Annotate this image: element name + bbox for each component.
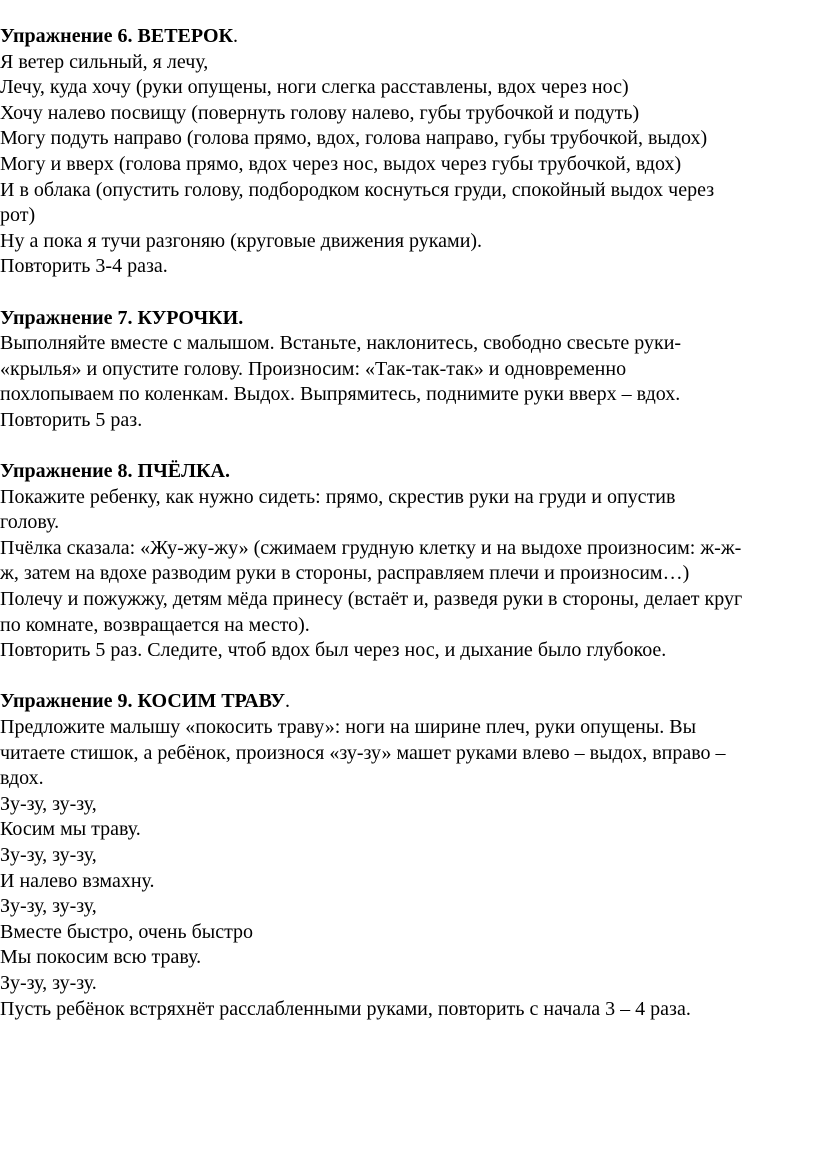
document-page (0, 24, 816, 1022)
heading-title: КОСИМ ТРАВУ (137, 690, 286, 713)
text-line: Полечу и пожужжу, детям мёда принесу (встаёт и, разведя руки в стороны, делает круг (0, 588, 743, 611)
exercise-heading (0, 306, 816, 332)
text-line: Повторить 3-4 раза. (0, 255, 168, 278)
exercise-6 (0, 24, 816, 280)
heading-suffix: . (285, 690, 291, 713)
text-line: ж, затем на вдохе разводим руки в стороны, расправляем плечи и произносим…) (0, 562, 690, 585)
text-line: Могу подуть направо (голова прямо, вдох, голова направо, губы трубочкой, выдох) (0, 127, 708, 150)
text-line: рот) (0, 204, 36, 227)
exercise-8 (0, 459, 816, 664)
text-line: Повторить 5 раз. Следите, чтоб вдох был через нос, и дыхание было глубокое. (0, 639, 667, 662)
exercise-heading (0, 689, 816, 715)
text-line: Зу-зу, зу-зу, (0, 895, 97, 918)
text-line: Пусть ребёнок встряхнёт расслабленными руками, повторить с начала 3 – 4 раза. (0, 997, 691, 1020)
text-line: вдох. (0, 767, 44, 790)
text-line: похлопываем по коленкам. Выдох. Выпрямитесь, поднимите руки вверх – вдох. (0, 383, 681, 406)
text-line: Зу-зу, зу-зу. (0, 971, 97, 994)
exercise-9 (0, 689, 816, 1022)
text-line: Повторить 5 раз. (0, 408, 143, 431)
exercise-heading (0, 459, 816, 485)
text-line: по комнате, возвращается на место). (0, 613, 310, 636)
text-line: Хочу налево посвищу (повернуть голову налево, губы трубочкой и подуть) (0, 101, 640, 124)
text-line: Я ветер сильный, я лечу, (0, 50, 209, 73)
heading-prefix: Упражнение 9. (0, 690, 138, 713)
text-line: И в облака (опустить голову, подбородком коснуться груди, спокойный выдох через (0, 178, 715, 201)
text-line: читаете стишок, а ребёнок, произнося «зу-зу» машет руками влево – выдох, вправо – (0, 741, 726, 764)
heading-suffix: . (233, 25, 239, 47)
text-line: Покажите ребенку, как нужно сидеть: прямо, скрестив руки на груди и опустив (0, 485, 676, 508)
heading-prefix: Упражнение 7. (0, 306, 138, 329)
heading-title: КУРОЧКИ. (137, 306, 244, 329)
text-line: Лечу, куда хочу (руки опущены, ноги слегка расставлены, вдох через нос) (0, 76, 629, 99)
exercise-heading (0, 24, 816, 50)
heading-prefix: Упражнение 8. (0, 460, 138, 483)
text-line: Ну а пока я тучи разгоняю (круговые движения руками). (0, 229, 483, 252)
heading-prefix: Упражнение 6. (0, 25, 138, 47)
text-line: Предложите малышу «покосить траву»: ноги на ширине плеч, руки опущены. Вы (0, 716, 697, 739)
heading-title: ПЧЁЛКА. (137, 460, 230, 483)
text-line: «крылья» и опустите голову. Произносим: «Так-так-так» и одновременно (0, 357, 627, 380)
text-line: голову. (0, 511, 60, 534)
heading-title: ВЕТЕРОК (137, 25, 234, 47)
text-line: Мы покосим всю траву. (0, 946, 202, 969)
text-line: Зу-зу, зу-зу, (0, 792, 97, 815)
exercise-7 (0, 306, 816, 434)
paragraph-gap (0, 664, 816, 690)
text-line: Косим мы траву. (0, 818, 141, 841)
text-line: Вместе быстро, очень быстро (0, 920, 254, 943)
text-line: Могу и вверх (голова прямо, вдох через нос, выдох через губы трубочкой, вдох) (0, 152, 682, 175)
text-line: Выполняйте вместе с малышом. Встаньте, наклонитесь, свободно свесьте руки- (0, 332, 682, 355)
paragraph-gap (0, 434, 816, 460)
text-line: Зу-зу, зу-зу, (0, 844, 97, 866)
text-line: И налево взмахну. (0, 869, 155, 892)
paragraph-gap (0, 280, 816, 306)
text-line: Пчёлка сказала: «Жу-жу-жу» (сжимаем грудную клетку и на выдохе произносим: ж-ж- (0, 536, 742, 559)
